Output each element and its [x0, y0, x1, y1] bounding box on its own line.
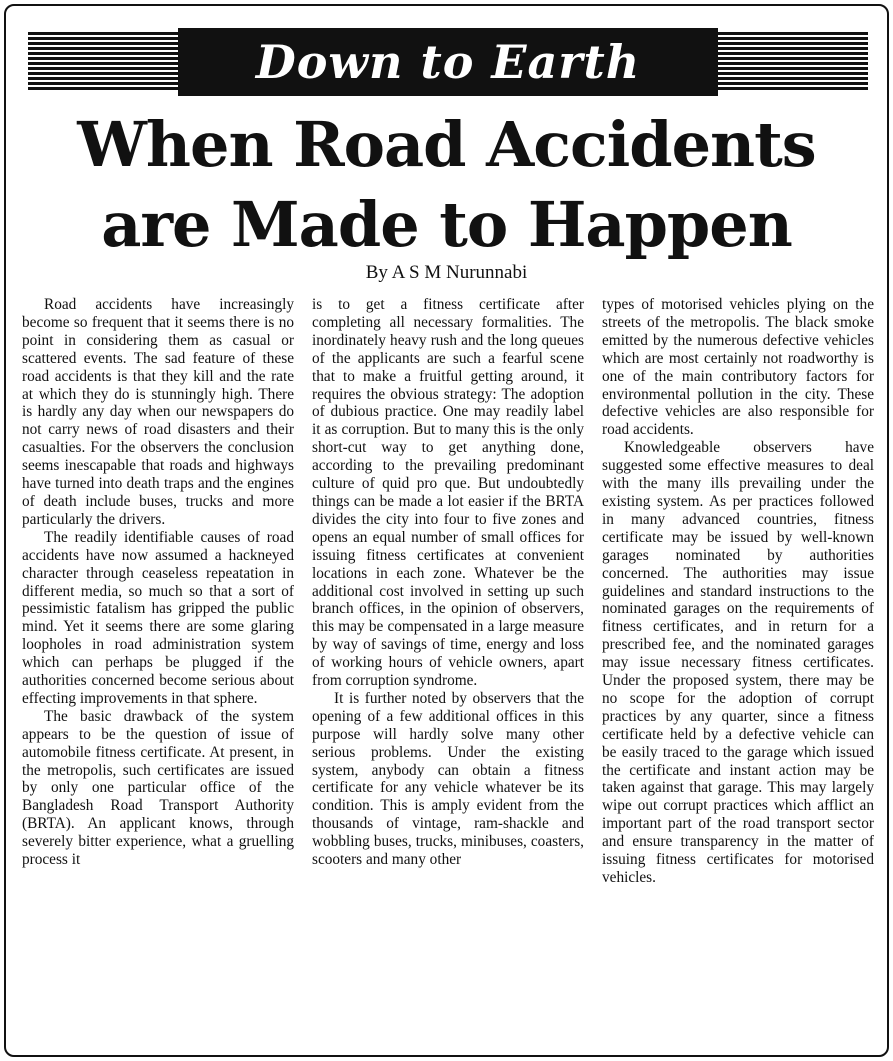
banner-title-box [178, 28, 718, 96]
paragraph: The basic drawback of the system appears to be the question of issue of automobile fitness certificate. At present, in the metropolis, such certificates are issued by only one particular office of the Bangladesh Road Transport Authority (BRTA). An applicant knows, through severely bitter experience, what a gruelling process it [22, 707, 294, 869]
paragraph: The readily identifiable causes of road accidents have now assumed a hackneyed character through ceaseless repeatation in different media, so much so that a sort of pessimistic fatalism has gripped the public mind. Yet it seems there are some glaring loopholes in road administration system which can perhaps be plugged if the authorities concerned become serious about effecting improvements in that sphere. [22, 528, 294, 707]
headline-line-1: When Road Accidents [77, 108, 816, 181]
paragraph: It is further noted by observers that the opening of a few additional offices in this purpose will hardly solve many other serious problems. Under the existing system, anybody can obtain a fitness certificate for any vehicle whatever be its condition. This is amply evident from the thousands of vintage, ram-shackle and wobbling buses, trucks, minibuses, coasters, scooters and many other [312, 689, 584, 869]
article-column-3 [602, 296, 874, 1052]
banner-stripes-right [718, 32, 868, 92]
article-column-2 [312, 296, 584, 1052]
paragraph: is to get a fitness certificate after completing all necessary formalities. The inordinately heavy rush and the long queues of the applicants are such a fearful scene that to make a fruitful getting around, it requires the obvious strategy: The adoption of dubious practice. One may readily label it as corruption. But to many this is the only short-cut way to get anything done, according to the prevailing predominant culture of quid pro que. But undoubtedly things can be made a lot easier if the BRTA divides the city into four to five zones and opens an equal number of small offices for issuing fitness certificates at convenient locations in each zone. Whatever be the additional cost involved in setting up such branch offices, in the opinion of observers, this may be compensated in a large measure by way of savings of time, energy and loss of working hours of vehicle owners, apart from corruption syndrome. [312, 296, 584, 690]
paragraph: Knowledgeable observers have suggested some effective measures to deal with the many ills prevailing under the existing system. As per practices followed in many advanced countries, fitness certificate may be issued by well-known garages nominated by authorities concerned. The authorities may issue guidelines and standard instructions to the nominated garages on the requirements of fitness certificates, and in return for a prescribed fee, and the nominated garages may issue necessary fitness certificates. Under the proposed system, there may be no scope for the adoption of corrupt practices by any quarter, since a fitness certificate held by a defective vehicle can be easily traced to the garage which issued the certificate and instant action may be taken against that garage. This may largely wipe out corrupt practices which afflict an important part of the road transport sector and ensure transparency in the matter of issuing fitness certificates for motorised vehicles. [602, 439, 874, 886]
paragraph: Road accidents have increasingly become so frequent that it seems there is no point in considering them as casual or scattered events. The sad feature of these road accidents is that they kill and the rate at which they do is stunningly high. There is hardly any day when our newspapers do not carry news of road disasters and their casualties. For the observers the conclusion seems inescapable that roads and highways have turned into death traps and the engines of death include buses, trucks and more particularly the drivers. [22, 296, 294, 528]
headline-line-2: are Made to Happen [101, 188, 792, 261]
banner-title: Down to Earth [255, 35, 641, 89]
article-column-1 [22, 296, 294, 1052]
paragraph: types of motorised vehicles plying on the streets of the metropolis. The black smoke emitted by the numerous defective vehicles which are most certainly not roadworthy is one of the main contributory factors for environmental pollution in the city. These defective vehicles are also responsible for road accidents. [602, 296, 874, 439]
article-body [22, 296, 874, 1052]
headline [6, 108, 887, 261]
banner-stripes-left [28, 32, 178, 92]
column-banner [28, 28, 868, 96]
newspaper-clipping [4, 4, 889, 1057]
byline: By A S M Nurunnabi [365, 262, 528, 283]
